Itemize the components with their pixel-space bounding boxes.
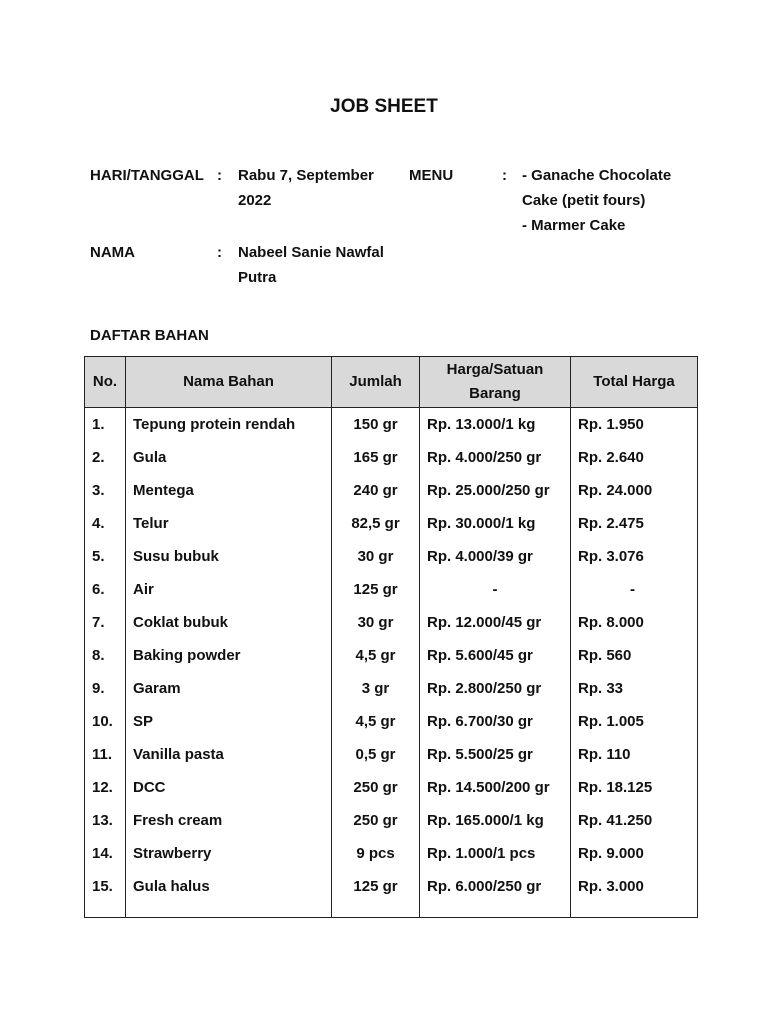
cell-harga-satuan: Rp. 165.000/1 kg	[420, 804, 571, 837]
header-no: No.	[85, 357, 126, 408]
ingredients-table	[84, 356, 698, 918]
cell-nama-bahan: SP	[126, 705, 332, 738]
tanggal-line: Rabu 7, September	[238, 167, 374, 184]
cell-total-harga: Rp. 41.250	[571, 804, 698, 837]
cell-total-harga: -	[571, 573, 698, 606]
cell-total-harga: Rp. 24.000	[571, 474, 698, 507]
cell-no: 4.	[85, 507, 126, 540]
cell-harga-satuan: Rp. 5.500/25 gr	[420, 738, 571, 771]
header-harga-line: Harga/Satuan	[446, 361, 544, 378]
cell-total-harga: Rp. 33	[571, 672, 698, 705]
cell-total-harga: Rp. 18.125	[571, 771, 698, 804]
cell-harga-satuan: Rp. 25.000/250 gr	[420, 474, 571, 507]
empty-cell	[332, 903, 420, 918]
table-row	[85, 672, 698, 705]
empty-cell	[85, 903, 126, 918]
cell-jumlah: 250 gr	[332, 804, 420, 837]
empty-cell	[126, 903, 332, 918]
cell-total-harga: Rp. 3.076	[571, 540, 698, 573]
table-row	[85, 540, 698, 573]
cell-total-harga: Rp. 1.005	[571, 705, 698, 738]
nama-colon: :	[217, 244, 222, 261]
cell-no: 14.	[85, 837, 126, 870]
cell-harga-satuan: Rp. 4.000/39 gr	[420, 540, 571, 573]
table-row	[85, 804, 698, 837]
cell-no: 7.	[85, 606, 126, 639]
cell-nama-bahan: Garam	[126, 672, 332, 705]
cell-nama-bahan: Air	[126, 573, 332, 606]
cell-jumlah: 4,5 gr	[332, 705, 420, 738]
cell-jumlah: 3 gr	[332, 672, 420, 705]
cell-no: 6.	[85, 573, 126, 606]
cell-nama-bahan: Coklat bubuk	[126, 606, 332, 639]
cell-jumlah: 0,5 gr	[332, 738, 420, 771]
cell-nama-bahan: Tepung protein rendah	[126, 408, 332, 442]
table-row	[85, 606, 698, 639]
cell-jumlah: 240 gr	[332, 474, 420, 507]
tanggal-colon: :	[217, 167, 222, 184]
cell-total-harga: Rp. 2.640	[571, 441, 698, 474]
cell-jumlah: 150 gr	[332, 408, 420, 442]
cell-nama-bahan: Vanilla pasta	[126, 738, 332, 771]
cell-nama-bahan: Gula	[126, 441, 332, 474]
cell-no: 3.	[85, 474, 126, 507]
cell-no: 8.	[85, 639, 126, 672]
nama-line: Putra	[238, 269, 277, 286]
table-row	[85, 441, 698, 474]
nama-label: NAMA	[90, 244, 135, 261]
cell-no: 11.	[85, 738, 126, 771]
cell-jumlah: 30 gr	[332, 606, 420, 639]
cell-harga-satuan: Rp. 13.000/1 kg	[420, 408, 571, 442]
cell-total-harga: Rp. 560	[571, 639, 698, 672]
cell-jumlah: 125 gr	[332, 573, 420, 606]
menu-colon: :	[502, 167, 507, 184]
cell-jumlah: 82,5 gr	[332, 507, 420, 540]
cell-jumlah: 30 gr	[332, 540, 420, 573]
table-row	[85, 771, 698, 804]
cell-total-harga: Rp. 2.475	[571, 507, 698, 540]
tanggal-value	[238, 163, 374, 213]
cell-total-harga: Rp. 110	[571, 738, 698, 771]
cell-no: 1.	[85, 408, 126, 442]
cell-harga-satuan: Rp. 4.000/250 gr	[420, 441, 571, 474]
menu-line: - Ganache Chocolate	[522, 167, 672, 184]
menu-value	[522, 163, 671, 238]
cell-no: 10.	[85, 705, 126, 738]
cell-jumlah: 9 pcs	[332, 837, 420, 870]
cell-nama-bahan: Fresh cream	[126, 804, 332, 837]
cell-harga-satuan: -	[420, 573, 571, 606]
cell-nama-bahan: Baking powder	[126, 639, 332, 672]
cell-total-harga: Rp. 8.000	[571, 606, 698, 639]
cell-jumlah: 250 gr	[332, 771, 420, 804]
cell-no: 9.	[85, 672, 126, 705]
menu-line: Cake (petit fours)	[522, 192, 646, 209]
cell-nama-bahan: DCC	[126, 771, 332, 804]
menu-label: MENU	[409, 167, 454, 184]
cell-harga-satuan: Rp. 2.800/250 gr	[420, 672, 571, 705]
empty-cell	[571, 903, 698, 918]
cell-harga-satuan: Rp. 1.000/1 pcs	[420, 837, 571, 870]
cell-nama-bahan: Susu bubuk	[126, 540, 332, 573]
header-jumlah: Jumlah	[332, 357, 420, 408]
table-row	[85, 705, 698, 738]
cell-harga-satuan: Rp. 14.500/200 gr	[420, 771, 571, 804]
header-total-harga: Total Harga	[571, 357, 698, 408]
cell-no: 2.	[85, 441, 126, 474]
tanggal-label: HARI/TANGGAL	[90, 167, 204, 184]
cell-nama-bahan: Telur	[126, 507, 332, 540]
table-header-row	[85, 357, 698, 408]
cell-nama-bahan: Mentega	[126, 474, 332, 507]
cell-nama-bahan: Gula halus	[126, 870, 332, 903]
cell-no: 15.	[85, 870, 126, 903]
cell-jumlah: 4,5 gr	[332, 639, 420, 672]
table-row	[85, 870, 698, 903]
cell-no: 12.	[85, 771, 126, 804]
cell-jumlah: 125 gr	[332, 870, 420, 903]
cell-harga-satuan: Rp. 30.000/1 kg	[420, 507, 571, 540]
cell-jumlah: 165 gr	[332, 441, 420, 474]
cell-total-harga: Rp. 9.000	[571, 837, 698, 870]
table-bottom-spacer	[85, 903, 698, 918]
table-row	[85, 474, 698, 507]
cell-harga-satuan: Rp. 6.700/30 gr	[420, 705, 571, 738]
table-row	[85, 408, 698, 442]
cell-harga-satuan: Rp. 6.000/250 gr	[420, 870, 571, 903]
cell-no: 13.	[85, 804, 126, 837]
cell-harga-satuan: Rp. 5.600/45 gr	[420, 639, 571, 672]
table-row	[85, 573, 698, 606]
cell-harga-satuan: Rp. 12.000/45 gr	[420, 606, 571, 639]
table-row	[85, 639, 698, 672]
cell-no: 5.	[85, 540, 126, 573]
nama-line: Nabeel Sanie Nawfal	[238, 244, 384, 261]
empty-cell	[420, 903, 571, 918]
header-nama-bahan: Nama Bahan	[126, 357, 332, 408]
cell-total-harga: Rp. 1.950	[571, 408, 698, 442]
table-row	[85, 738, 698, 771]
cell-total-harga: Rp. 3.000	[571, 870, 698, 903]
page-title: JOB SHEET	[330, 96, 438, 117]
header-harga-satuan	[420, 357, 571, 408]
nama-value	[238, 240, 384, 290]
cell-nama-bahan: Strawberry	[126, 837, 332, 870]
menu-line: - Marmer Cake	[522, 217, 626, 234]
tanggal-line: 2022	[238, 192, 272, 209]
section-title: DAFTAR BAHAN	[90, 327, 209, 344]
header-harga-line: Barang	[469, 385, 521, 402]
table-row	[85, 837, 698, 870]
table-row	[85, 507, 698, 540]
